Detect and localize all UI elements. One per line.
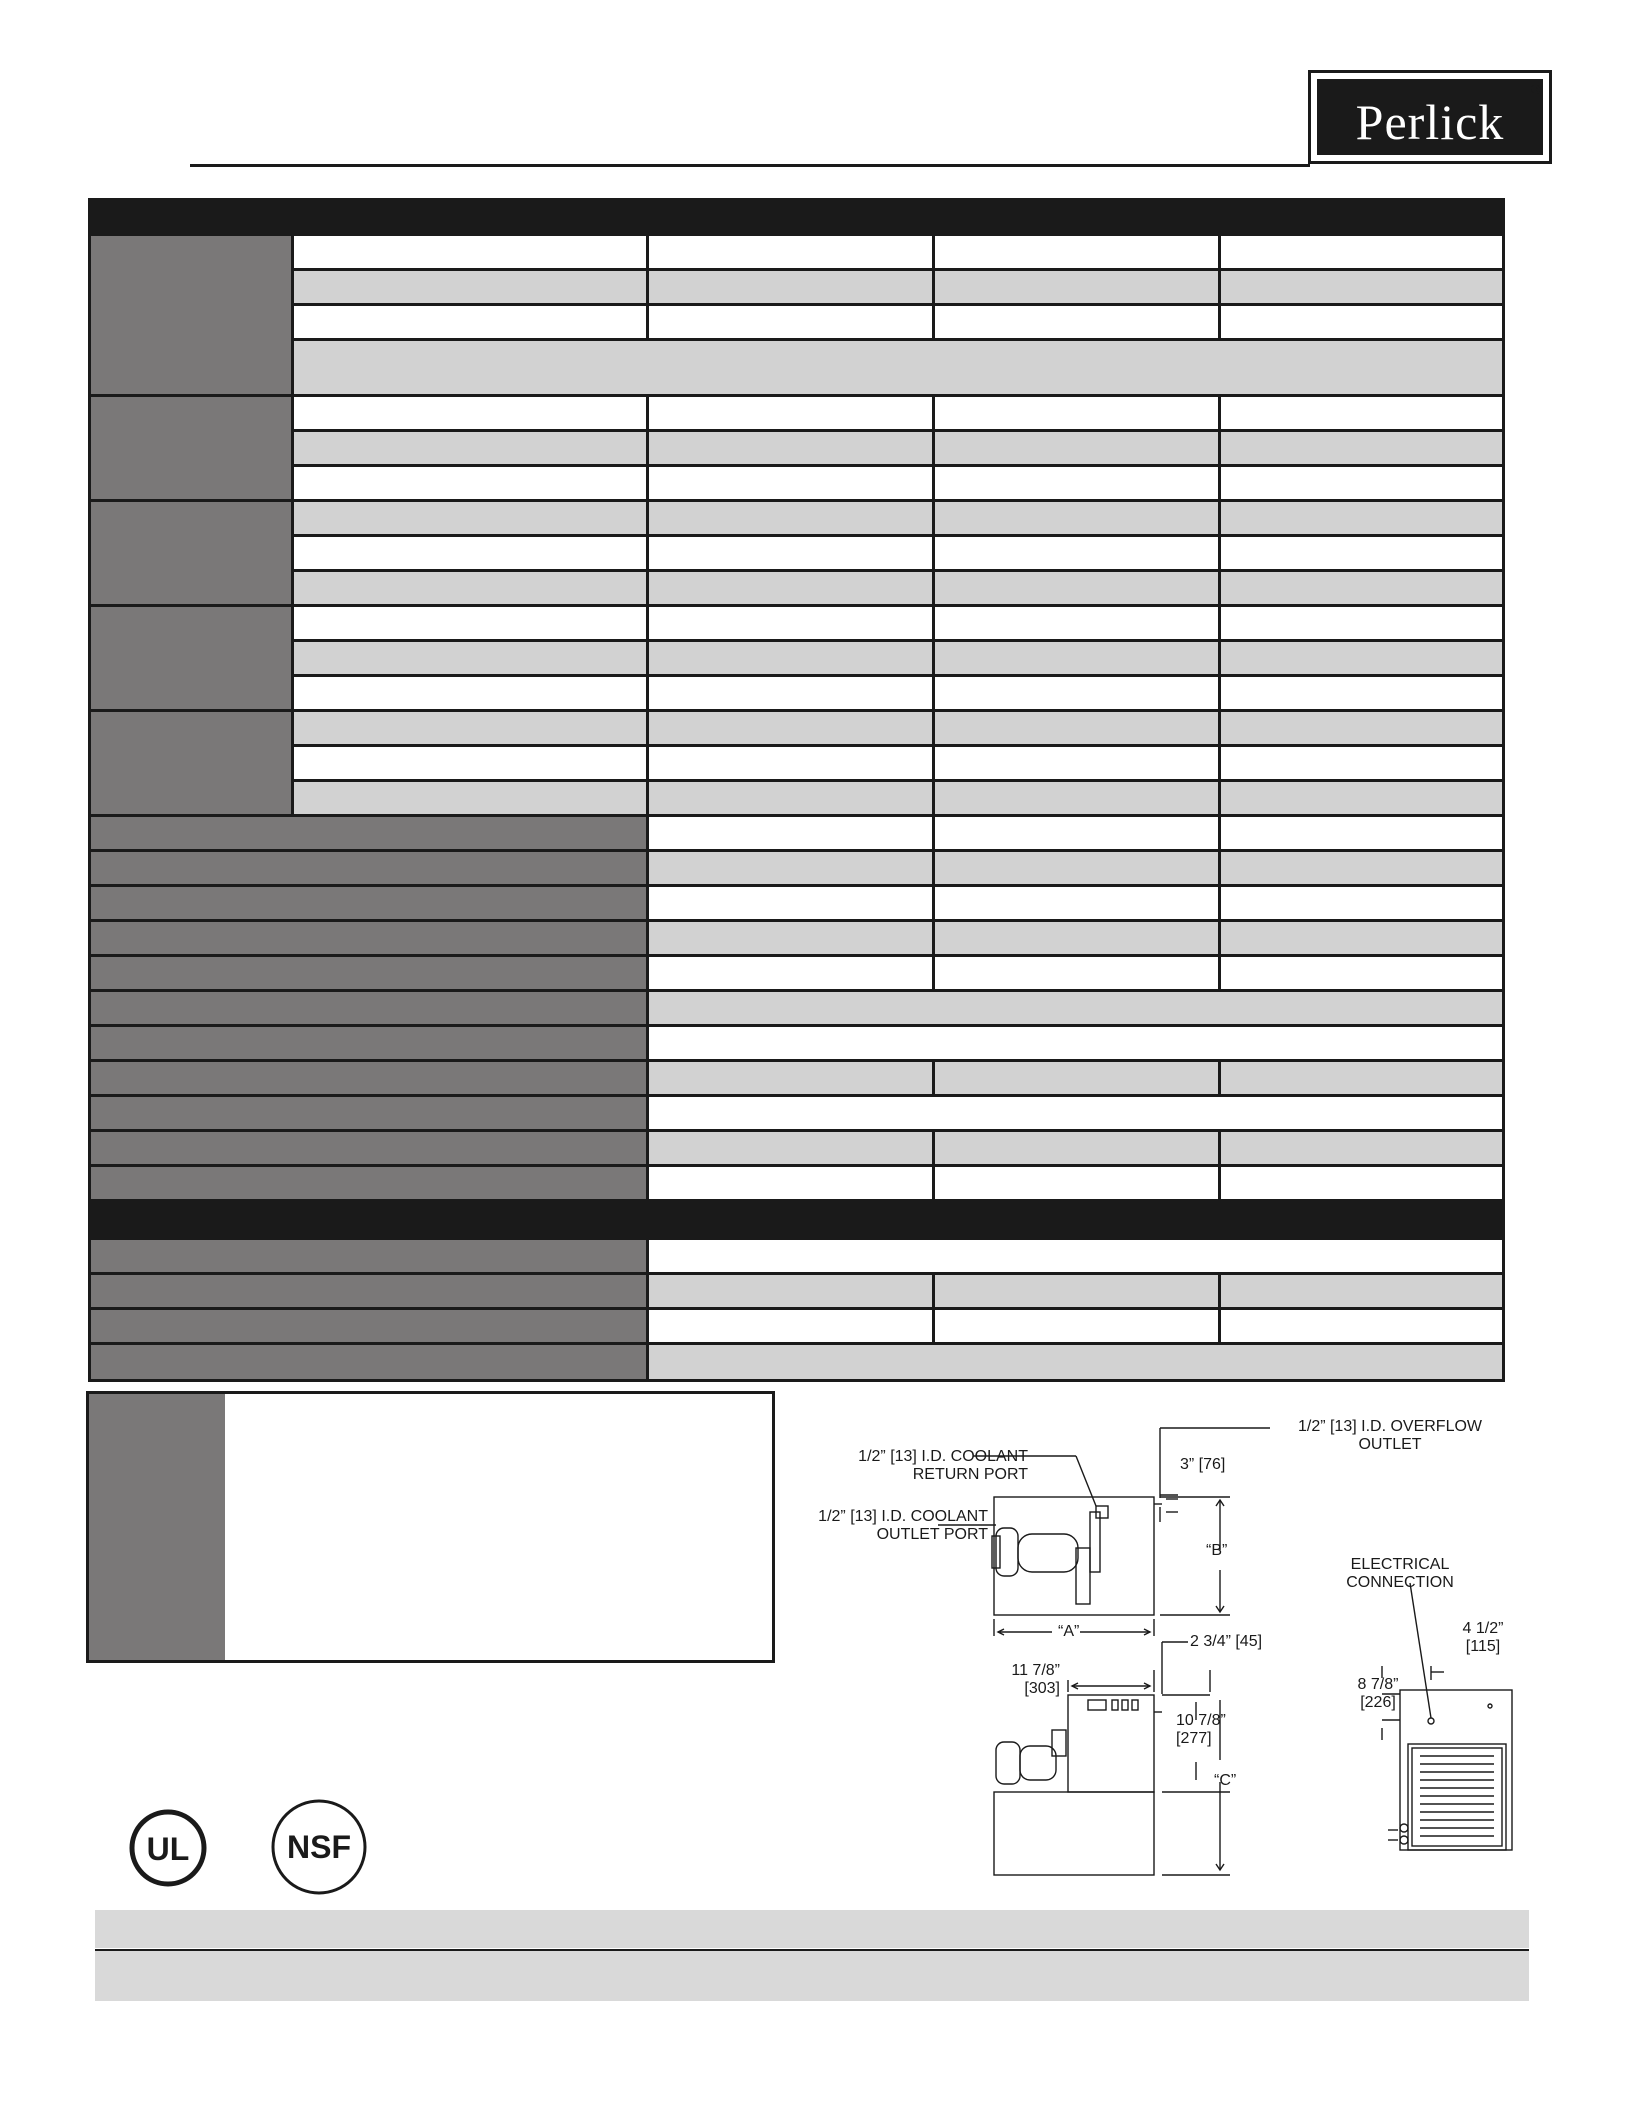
- table-cell: [1221, 1167, 1502, 1199]
- row-label: [91, 1097, 646, 1129]
- row-label: [91, 1240, 646, 1272]
- dim-b: “B”: [1206, 1542, 1228, 1559]
- table-cell: [649, 607, 932, 639]
- dim-end-right: 4 1/2” [115]: [1462, 1620, 1504, 1655]
- table-cell: [649, 271, 932, 303]
- row-label: [91, 1132, 646, 1164]
- table-row: [294, 432, 646, 464]
- dim-a: “A”: [1058, 1623, 1080, 1640]
- table-cell: [1221, 922, 1502, 954]
- table-cell: [935, 1167, 1218, 1199]
- group-label-2: [91, 397, 291, 499]
- table-cell: [1221, 712, 1502, 744]
- row-label: [91, 1167, 646, 1199]
- table-cell: [935, 887, 1218, 919]
- group-label-3: [91, 502, 291, 604]
- table-cell: [935, 1310, 1218, 1342]
- row-label: [91, 1027, 646, 1059]
- table-cell: [1221, 467, 1502, 499]
- table-cell: [649, 852, 932, 884]
- table-cell: [1221, 271, 1502, 303]
- table-cell: [935, 782, 1218, 814]
- table-cell: [649, 502, 932, 534]
- table-row-wide: [294, 341, 1502, 394]
- table-row: [294, 572, 646, 604]
- table-cell: [935, 1062, 1218, 1094]
- overflow-outlet-label: 1/2” [13] I.D. OVERFLOW OUTLET: [1297, 1418, 1483, 1453]
- ul-logo-text: UL: [146, 1831, 190, 1867]
- nsf-logo: [270, 1798, 368, 1896]
- table-cell: [1221, 306, 1502, 338]
- group-label-1: [91, 236, 291, 394]
- table-cell: [1221, 1310, 1502, 1342]
- table-cell: [1221, 887, 1502, 919]
- table-cell: [935, 236, 1218, 268]
- dim-height-front: 10 7/8” [277]: [1176, 1712, 1226, 1747]
- table-cell: [649, 537, 932, 569]
- table-cell: [935, 306, 1218, 338]
- table-cell: [649, 782, 932, 814]
- table-header: [88, 198, 1505, 233]
- table-cell: [1221, 1132, 1502, 1164]
- table-cell: [935, 271, 1218, 303]
- nsf-logo-text: NSF: [287, 1829, 351, 1865]
- spec-table: [88, 198, 1505, 1382]
- table-cell: [935, 712, 1218, 744]
- table-cell: [649, 236, 932, 268]
- table-cell-wide: [649, 1097, 1502, 1129]
- table-row: [294, 607, 646, 639]
- table-cell: [649, 572, 932, 604]
- table-cell: [935, 817, 1218, 849]
- table-cell: [1221, 642, 1502, 674]
- coolant-outlet-label: 1/2” [13] I.D. COOLANT OUTLET PORT: [818, 1508, 988, 1543]
- table-cell: [649, 1310, 932, 1342]
- table-row: [294, 236, 646, 268]
- header-rule: [190, 164, 1310, 167]
- table-cell: [935, 922, 1218, 954]
- table-cell-wide: [649, 1027, 1502, 1059]
- footer-bar-top: [95, 1910, 1529, 1948]
- table-cell: [1221, 607, 1502, 639]
- table-cell: [935, 642, 1218, 674]
- table-cell: [649, 467, 932, 499]
- table-cell: [1221, 817, 1502, 849]
- group-label-5: [91, 712, 291, 814]
- dim-c: “C”: [1214, 1772, 1237, 1789]
- table-cell: [1221, 397, 1502, 429]
- table-row: [294, 677, 646, 709]
- dim-top-front: 2 3/4” [45]: [1190, 1633, 1263, 1650]
- table-cell: [1221, 747, 1502, 779]
- table-cell: [649, 397, 932, 429]
- table-row: [294, 712, 646, 744]
- table-cell: [935, 537, 1218, 569]
- table-cell: [935, 467, 1218, 499]
- table-cell-wide: [649, 992, 1502, 1024]
- table-cell: [935, 747, 1218, 779]
- row-label: [91, 1275, 646, 1307]
- dim-end-left: 8 7/8” [226]: [1357, 1676, 1399, 1711]
- group-label-4: [91, 607, 291, 709]
- table-cell: [1221, 957, 1502, 989]
- row-label: [91, 1310, 646, 1342]
- row-label: [91, 992, 646, 1024]
- table-cell: [649, 306, 932, 338]
- table-cell: [935, 957, 1218, 989]
- table-cell: [1221, 852, 1502, 884]
- table-row: [294, 306, 646, 338]
- table-cell: [649, 712, 932, 744]
- table-cell-wide: [649, 1240, 1502, 1272]
- table-cell: [649, 817, 932, 849]
- table-cell: [1221, 236, 1502, 268]
- table-cell: [1221, 677, 1502, 709]
- table-cell: [1221, 502, 1502, 534]
- table-cell: [935, 502, 1218, 534]
- table-cell: [649, 677, 932, 709]
- row-label: [91, 922, 646, 954]
- electrical-connection-label: ELECTRICAL CONNECTION: [1346, 1556, 1454, 1591]
- table-cell: [935, 677, 1218, 709]
- table-cell: [1221, 432, 1502, 464]
- table-row: [294, 271, 646, 303]
- table-cell: [649, 642, 932, 674]
- table-row: [294, 747, 646, 779]
- table-cell: [649, 1275, 932, 1307]
- table-cell: [649, 1132, 932, 1164]
- table-row: [294, 502, 646, 534]
- table-row: [294, 642, 646, 674]
- row-label: [91, 1062, 646, 1094]
- table-row: [294, 467, 646, 499]
- registered-mark: ®: [1530, 81, 1541, 97]
- dim-width-front: 11 7/8” [303]: [1011, 1662, 1060, 1697]
- brand-logo: [1308, 70, 1552, 164]
- table-cell: [649, 922, 932, 954]
- row-label: [91, 1345, 646, 1379]
- table-cell: [1221, 782, 1502, 814]
- table-cell: [649, 887, 932, 919]
- table-cell: [935, 607, 1218, 639]
- table-cell: [1221, 537, 1502, 569]
- row-label: [91, 817, 646, 849]
- footer-bar-bottom: [95, 1951, 1529, 2001]
- table-row: [294, 782, 646, 814]
- coolant-return-label: 1/2” [13] I.D. COOLANT RETURN PORT: [858, 1448, 1028, 1483]
- table-row: [294, 397, 646, 429]
- row-label: [91, 957, 646, 989]
- table-cell: [649, 747, 932, 779]
- table-cell: [649, 1062, 932, 1094]
- table-cell: [649, 1167, 932, 1199]
- ul-logo: [128, 1808, 208, 1888]
- table-cell-wide: [649, 1345, 1502, 1379]
- table-cell: [935, 572, 1218, 604]
- table-cell: [649, 957, 932, 989]
- table-cell: [935, 397, 1218, 429]
- row-label: [91, 887, 646, 919]
- table-cell: [935, 1132, 1218, 1164]
- dim-top-3in: 3” [76]: [1180, 1456, 1226, 1473]
- section-header: [88, 1202, 1505, 1237]
- notes-label: [89, 1394, 225, 1660]
- table-cell: [1221, 1062, 1502, 1094]
- brand-name: Perlick: [1355, 94, 1505, 150]
- table-cell: [1221, 1275, 1502, 1307]
- table-cell: [935, 852, 1218, 884]
- table-cell: [1221, 572, 1502, 604]
- table-row: [294, 537, 646, 569]
- table-cell: [935, 432, 1218, 464]
- notes-box: [86, 1391, 775, 1663]
- table-cell: [649, 432, 932, 464]
- table-cell: [935, 1275, 1218, 1307]
- row-label: [91, 852, 646, 884]
